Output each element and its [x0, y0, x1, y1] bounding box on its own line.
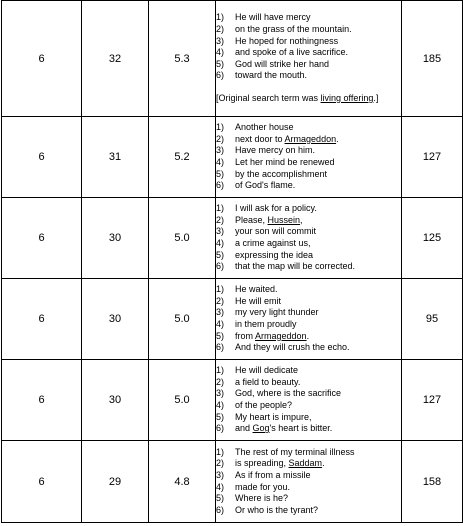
poem-line [216, 296, 401, 308]
poem-line [216, 447, 401, 459]
poem-line [216, 342, 401, 354]
line-text [235, 284, 278, 296]
text-segment: and [235, 423, 253, 434]
text-segment: Please, [235, 214, 268, 225]
text-segment: He will have mercy [235, 12, 311, 23]
poem-cell [216, 198, 402, 279]
cell-col2: 30 [82, 279, 149, 360]
line-number: 2) [216, 133, 225, 144]
text-segment: my very light thunder [235, 307, 319, 318]
poem-cell [216, 441, 402, 523]
poem-line [216, 238, 401, 250]
table-row [2, 360, 463, 441]
poem-line [216, 145, 401, 157]
cell-col2: 32 [82, 1, 149, 117]
poem-cell [216, 360, 402, 441]
poem-line [216, 226, 401, 238]
poem-line [216, 70, 401, 82]
text-segment: made for you. [235, 481, 291, 492]
text-segment: a field to beauty. [235, 376, 301, 387]
poem-cell [216, 279, 402, 360]
poem-line [216, 331, 401, 343]
line-number: 3) [216, 388, 225, 399]
text-segment: He will dedicate [235, 365, 299, 376]
underlined-term: Armageddon [255, 330, 307, 341]
line-text [235, 412, 312, 424]
text-segment: Another house [235, 122, 294, 133]
text-segment: He will emit [235, 295, 282, 306]
note-text: [Original search term was [216, 92, 321, 103]
line-text [235, 400, 292, 412]
poem-line [216, 307, 401, 319]
line-text [235, 342, 350, 354]
poem-line [216, 377, 401, 389]
text-segment: that the map will be corrected. [235, 261, 356, 272]
line-text [235, 145, 315, 157]
line-number: 6) [216, 70, 225, 81]
line-text [235, 12, 311, 24]
line-text [235, 157, 335, 169]
cell-col2: 29 [82, 441, 149, 523]
poem-line [216, 12, 401, 24]
line-text [235, 388, 341, 400]
cell-col2: 31 [82, 117, 149, 198]
line-number: 5) [216, 330, 225, 341]
cell-col5: 127 [402, 360, 463, 441]
table-row [2, 441, 463, 523]
poem-line [216, 319, 401, 331]
cell-col2: 30 [82, 198, 149, 279]
table-row [2, 1, 463, 117]
text-segment: My heart is impure, [235, 411, 312, 422]
line-number: 1) [216, 365, 225, 376]
line-number: 5) [216, 493, 225, 504]
poem-line [216, 180, 401, 192]
search-term-note [216, 93, 401, 105]
line-number: 1) [216, 284, 225, 295]
line-number: 1) [216, 12, 225, 23]
line-number: 2) [216, 295, 225, 306]
line-text [235, 122, 294, 134]
text-segment: 's heart is bitter. [269, 423, 333, 434]
cell-col1: 6 [2, 441, 82, 523]
poem-cell [216, 1, 402, 117]
line-number: 4) [216, 238, 225, 248]
text-segment: of the people? [235, 400, 293, 410]
line-text [235, 458, 325, 470]
line-number: 5) [216, 249, 225, 260]
poem-line [216, 47, 401, 59]
line-number: 5) [216, 411, 225, 422]
line-text [235, 331, 309, 343]
line-number: 4) [216, 400, 225, 410]
text-segment: of God's flame. [235, 180, 296, 191]
poem-line [216, 261, 401, 273]
line-text [235, 215, 303, 227]
line-number: 3) [216, 226, 225, 237]
poem-line [216, 412, 401, 424]
text-segment: Or who is the tyrant? [235, 504, 319, 515]
cell-col3: 5.3 [149, 1, 216, 117]
line-number: 2) [216, 214, 225, 225]
poem-line [216, 36, 401, 48]
text-segment: by the accomplishment [235, 168, 328, 179]
line-number: 6) [216, 180, 225, 191]
line-number: 4) [216, 157, 225, 167]
text-segment: Where is he? [235, 493, 289, 504]
line-number: 2) [216, 376, 225, 387]
poem-line [216, 365, 401, 377]
text-segment: He hoped for nothingness [235, 35, 339, 46]
line-text [235, 261, 355, 273]
text-segment: your son will commit [235, 226, 317, 237]
cell-col1: 6 [2, 117, 82, 198]
table-row [2, 117, 463, 198]
line-text [235, 47, 348, 59]
line-text [235, 169, 327, 181]
cell-col5: 158 [402, 441, 463, 523]
text-segment: and spoke of a live sacrifice. [235, 47, 349, 58]
text-segment: The rest of my terminal illness [235, 446, 355, 457]
line-number: 4) [216, 319, 225, 329]
line-text [235, 365, 298, 377]
table-row [2, 198, 463, 279]
poem-line [216, 400, 401, 412]
cell-col1: 6 [2, 1, 82, 117]
text-segment: . [336, 133, 339, 144]
cell-col3: 5.0 [149, 198, 216, 279]
line-number: 2) [216, 458, 225, 469]
cell-col2: 30 [82, 360, 149, 441]
text-segment: , [300, 214, 303, 225]
cell-col1: 6 [2, 198, 82, 279]
underlined-term: Gog [252, 423, 270, 434]
line-number: 1) [216, 203, 225, 214]
text-segment: expressing the idea [235, 249, 314, 260]
text-segment: Have mercy on him. [235, 145, 316, 156]
line-number: 3) [216, 307, 225, 318]
line-text [235, 482, 290, 494]
line-text [235, 296, 281, 308]
line-number: 6) [216, 342, 225, 353]
text-segment: in them proudly [235, 319, 297, 329]
poem-line [216, 388, 401, 400]
results-table [1, 0, 463, 523]
line-text [235, 70, 307, 82]
cell-col3: 5.2 [149, 117, 216, 198]
line-text [235, 493, 288, 505]
line-text [235, 24, 352, 36]
line-number: 3) [216, 35, 225, 46]
text-segment: God will strike her hand [235, 58, 330, 69]
poem-line [216, 250, 401, 262]
poem-line [216, 505, 401, 517]
cell-col3: 5.0 [149, 279, 216, 360]
text-segment: toward the mouth. [235, 70, 308, 81]
line-text [235, 447, 355, 459]
text-segment: And they will crush the echo. [235, 342, 350, 353]
poem-line [216, 59, 401, 71]
line-number: 5) [216, 168, 225, 179]
line-number: 2) [216, 24, 225, 35]
poem-line [216, 284, 401, 296]
line-number: 1) [216, 446, 225, 457]
poem-line [216, 24, 401, 36]
line-number: 4) [216, 481, 225, 492]
line-text [235, 36, 338, 48]
cell-col5: 127 [402, 117, 463, 198]
cell-col5: 185 [402, 1, 463, 117]
line-text [235, 470, 311, 482]
line-text [235, 250, 313, 262]
underlined-term: living offering [320, 92, 374, 103]
cell-col1: 6 [2, 279, 82, 360]
line-text [235, 134, 339, 146]
note-text: .] [373, 92, 379, 103]
poem-line [216, 134, 401, 146]
line-number: 6) [216, 504, 225, 515]
table-row [2, 279, 463, 360]
line-text [235, 203, 317, 215]
underlined-term: Armageddon [284, 133, 337, 144]
text-segment: . [322, 458, 325, 469]
poem-line [216, 122, 401, 134]
line-number: 6) [216, 261, 225, 272]
results-table-body [2, 1, 463, 523]
poem-line [216, 470, 401, 482]
line-text [235, 319, 297, 331]
cell-col3: 4.8 [149, 441, 216, 523]
line-text [235, 238, 311, 250]
poem-line [216, 493, 401, 505]
text-segment: Let her mind be renewed [235, 157, 335, 167]
poem-line [216, 458, 401, 470]
poem-line [216, 482, 401, 494]
text-segment: As if from a missile [235, 469, 311, 480]
text-segment: I will ask for a policy. [235, 203, 317, 214]
underlined-term: Hussein [267, 214, 301, 225]
poem-line [216, 169, 401, 181]
text-segment: on the grass of the mountain. [235, 24, 352, 35]
line-text [235, 423, 332, 435]
poem-line [216, 215, 401, 227]
line-number: 5) [216, 58, 225, 69]
line-text [235, 307, 319, 319]
text-segment: from [235, 330, 256, 341]
text-segment: He waited. [235, 284, 278, 295]
cell-col5: 125 [402, 198, 463, 279]
line-text [235, 59, 329, 71]
text-segment: is spreading, [235, 458, 289, 469]
line-number: 4) [216, 47, 225, 58]
poem-cell [216, 117, 402, 198]
line-text [235, 505, 318, 517]
poem-line [216, 423, 401, 435]
cell-col1: 6 [2, 360, 82, 441]
poem-line [216, 203, 401, 215]
line-number: 3) [216, 469, 225, 480]
line-text [235, 377, 300, 389]
cell-col5: 95 [402, 279, 463, 360]
line-text [235, 226, 316, 238]
line-number: 3) [216, 145, 225, 156]
cell-col3: 5.0 [149, 360, 216, 441]
text-segment: . [306, 330, 310, 341]
line-number: 6) [216, 423, 225, 434]
text-segment: a crime against us, [235, 238, 311, 248]
text-segment: next door to [235, 133, 285, 144]
line-text [235, 180, 295, 192]
poem-line [216, 157, 401, 169]
line-number: 1) [216, 122, 225, 133]
underlined-term: Saddam [288, 458, 323, 469]
text-segment: God, where is the sacrifice [235, 388, 342, 399]
